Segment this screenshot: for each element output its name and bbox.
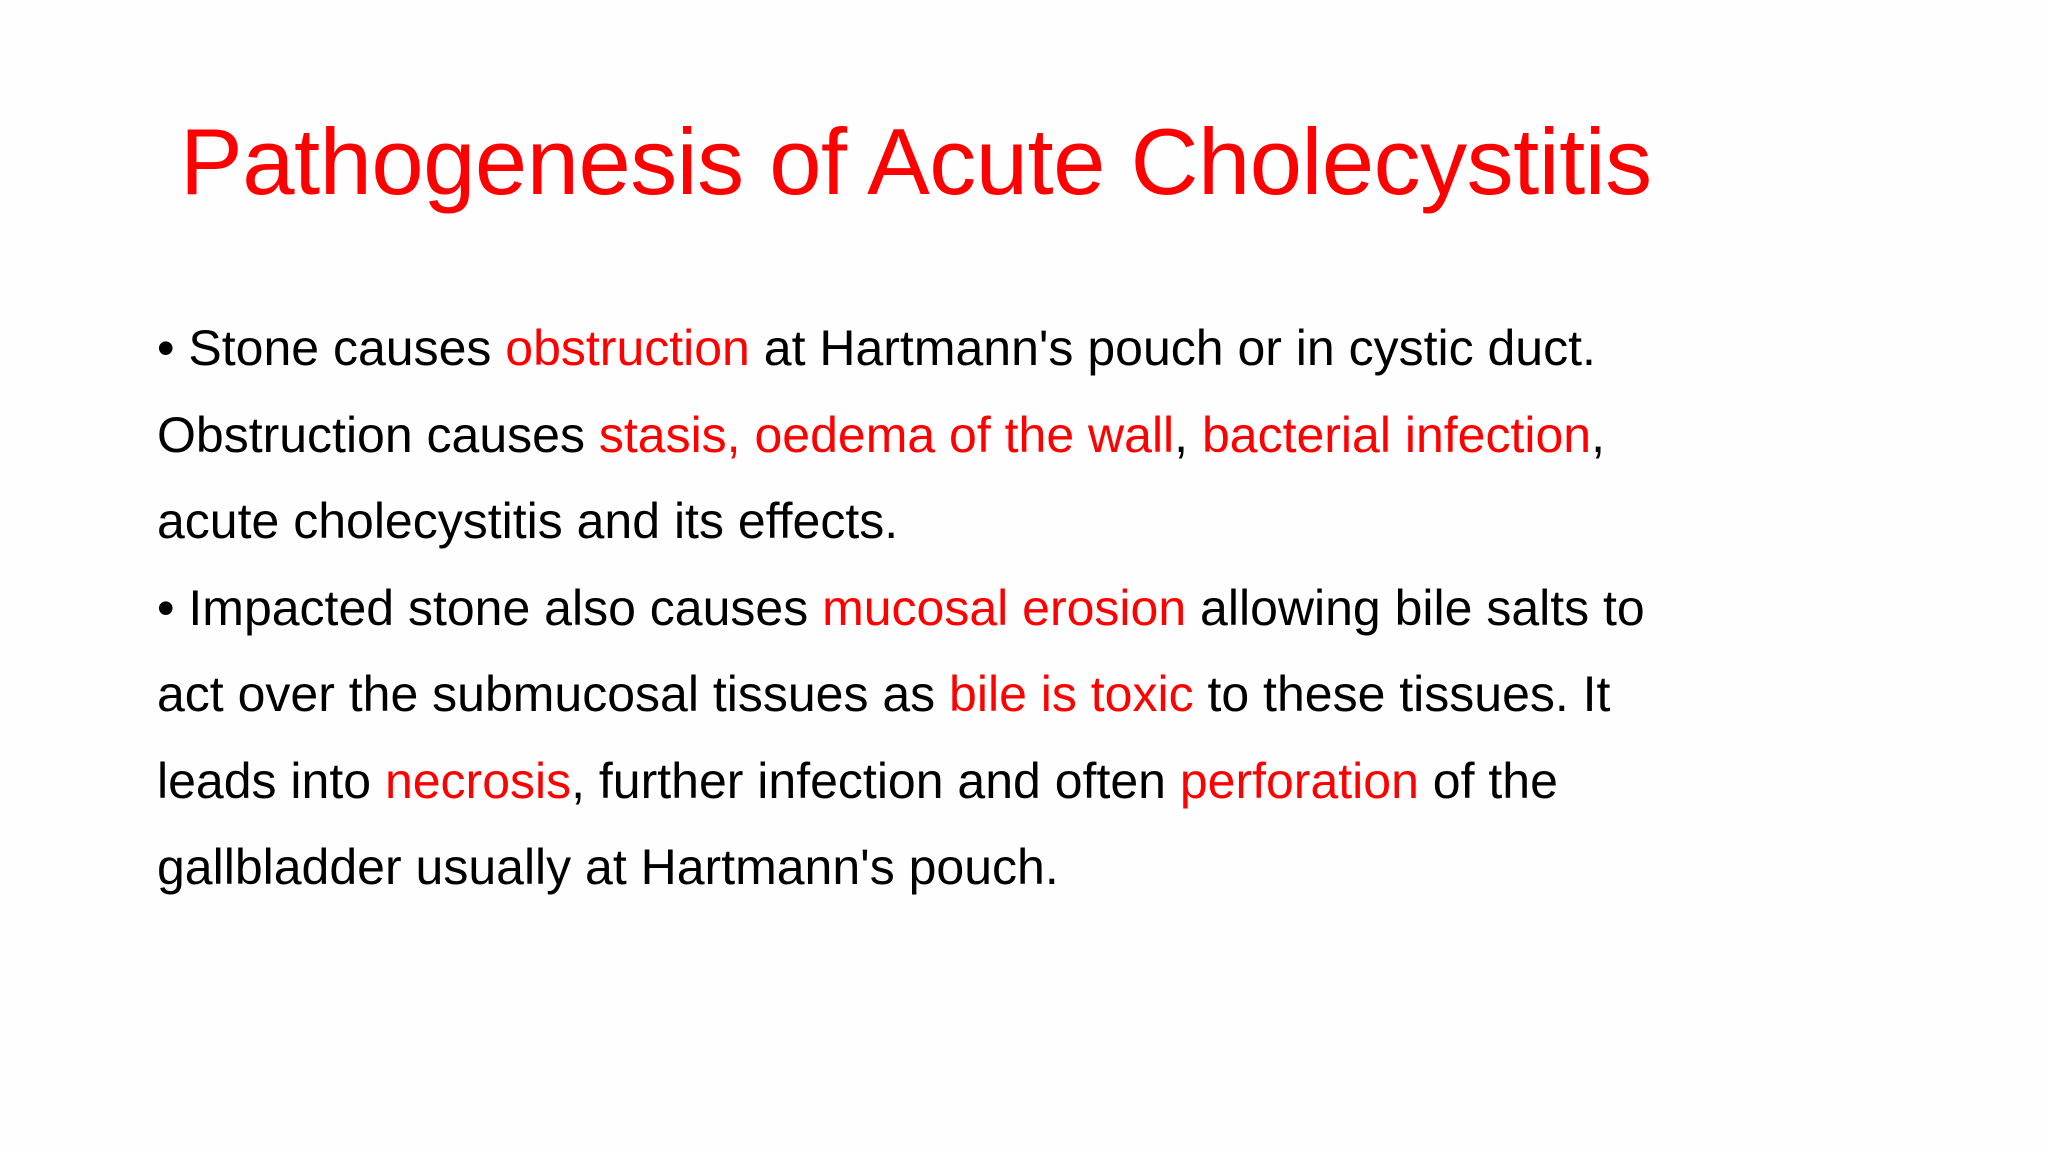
- bullet-2-highlight-perforation: perforation: [1179, 752, 1419, 809]
- bullet-2-text: • Impacted stone also causes: [157, 579, 823, 636]
- slide-title: Pathogenesis of Acute Cholecystitis: [180, 109, 1652, 214]
- bullet-2-text: to these tissues. It leads into: [157, 666, 1611, 809]
- bullet-1-highlight-obstruction: obstruction: [505, 320, 750, 376]
- bullet-2-highlight-mucosal-erosion: mucosal erosion: [822, 579, 1187, 636]
- bullet-2-highlight-necrosis: necrosis: [384, 752, 572, 809]
- bullet-1-text: ,: [1174, 406, 1202, 463]
- bullet-2-text: , further infection and often: [571, 752, 1180, 809]
- bullet-2-highlight-bile-is-toxic: bile is toxic: [949, 666, 1194, 722]
- bullet-1-text: at Hartmann's pouch or in cystic duct. Obstruction causes: [157, 320, 1596, 463]
- bullet-2-text: of the gallbladder usually at Hartmann's pouch.: [157, 752, 1558, 895]
- bullet-1-text: • Stone causes: [157, 320, 506, 376]
- bullet-1-text: , acute cholecystitis and its effects.: [157, 406, 1605, 549]
- bullet-1: [157, 305, 1717, 565]
- bullet-1-highlight-stasis: stasis, oedema of the wall: [598, 406, 1175, 463]
- bullet-2: [157, 565, 1717, 911]
- slide-body: [157, 305, 1717, 911]
- bullet-1-highlight-bacterial-infection: bacterial infection: [1201, 406, 1592, 463]
- bullet-2-text: allowing bile salts to act over the submucosal tissues as: [157, 579, 1645, 722]
